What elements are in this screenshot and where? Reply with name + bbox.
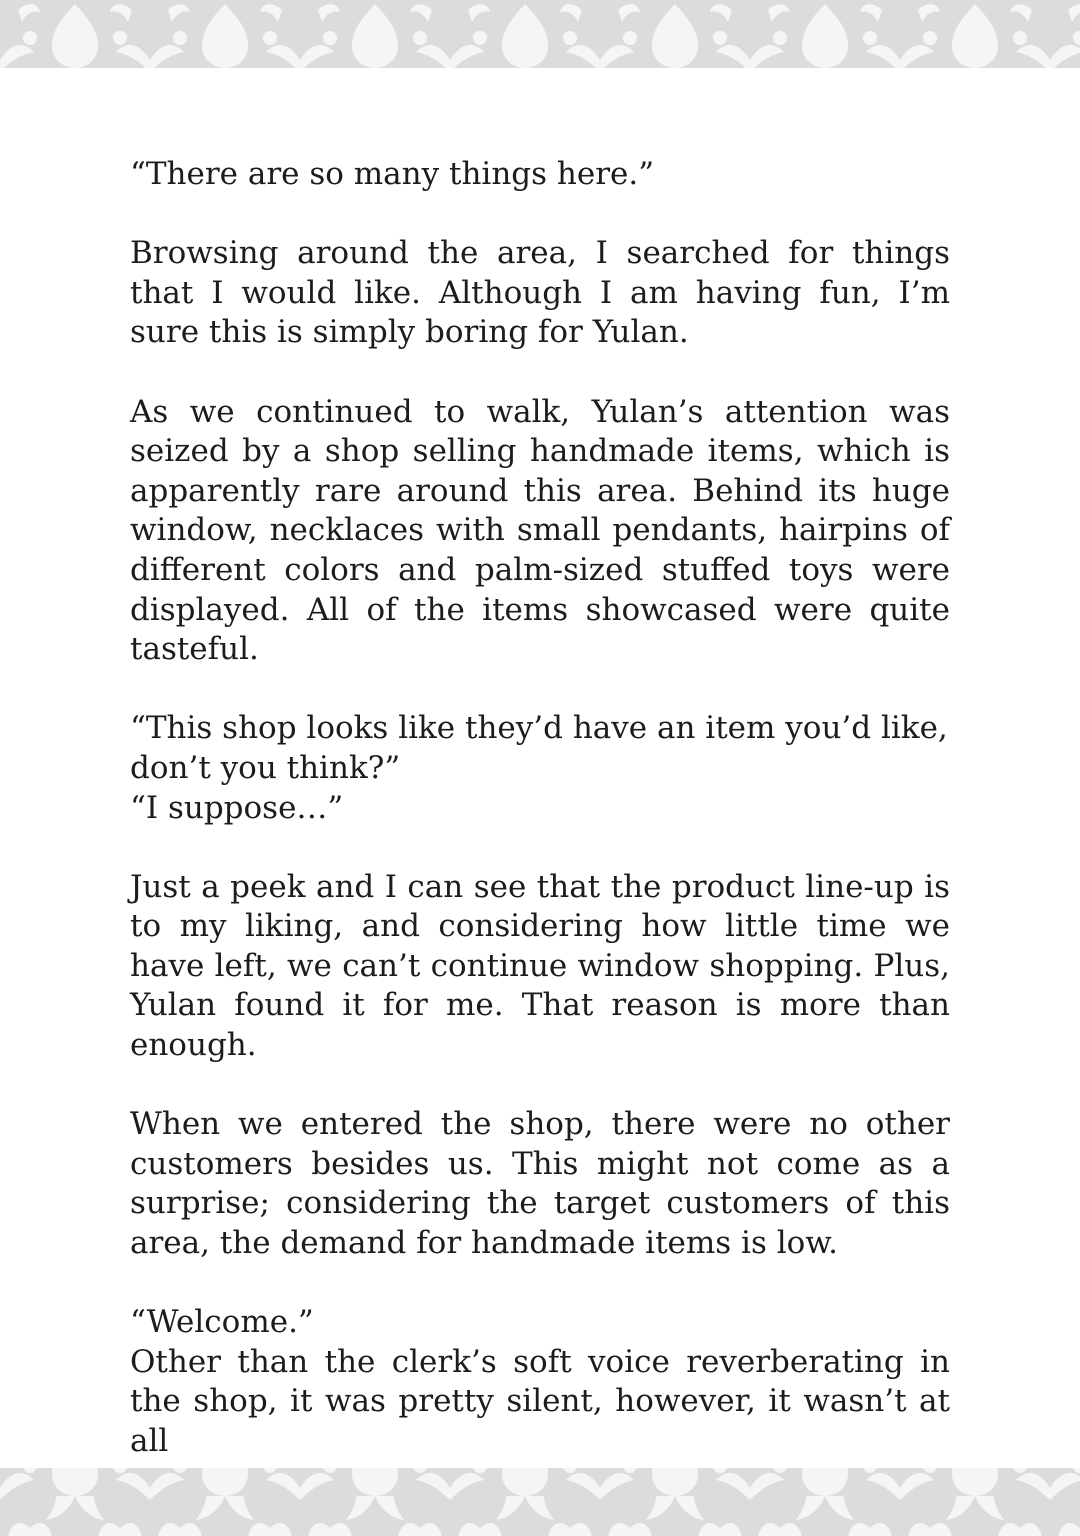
dialogue-line: “I suppose…”	[130, 789, 344, 826]
damask-pattern-icon	[0, 1468, 1080, 1536]
paragraph: Browsing around the area, I searched for things that I would like. Although I am having fun, I’m sure this is simply boring for Yulan.	[130, 235, 950, 351]
dialogue-group	[130, 709, 950, 828]
damask-pattern-icon	[0, 0, 1080, 68]
dialogue-group	[130, 1303, 950, 1461]
damask-border-bottom	[0, 1468, 1080, 1536]
paragraph: Just a peek and I can see that the product line-up is to my liking, and considering how little time we have left, we can’t continue window shopping. Plus, Yulan found it for me. That reason is more than enough.	[130, 868, 950, 1064]
dialogue-line: “Welcome.”	[130, 1304, 314, 1341]
paragraph: As we continued to walk, Yulan’s attention was seized by a shop selling handmade items, which is apparently rare around this area. Behind its huge window, necklaces with small pendants, hairpins of different colors and palm-sized stuffed toys were displayed. All of the items showcased were quite tasteful.	[130, 393, 950, 668]
damask-border-top	[0, 0, 1080, 68]
paragraph: When we entered the shop, there were no other customers besides us. This might not come as a surprise; considering the target customers of this area, the demand for handmade items is low.	[130, 1106, 950, 1262]
paragraph: “There are so many things here.”	[130, 156, 655, 192]
final-line: Other than the clerk’s soft voice reverberating in the shop, it was pretty silent, however, it wasn’t at all	[130, 1343, 950, 1459]
page-body-text	[130, 155, 950, 1462]
paragraph: “This shop looks like they’d have an item you’d like, don’t you think?”	[130, 710, 948, 786]
